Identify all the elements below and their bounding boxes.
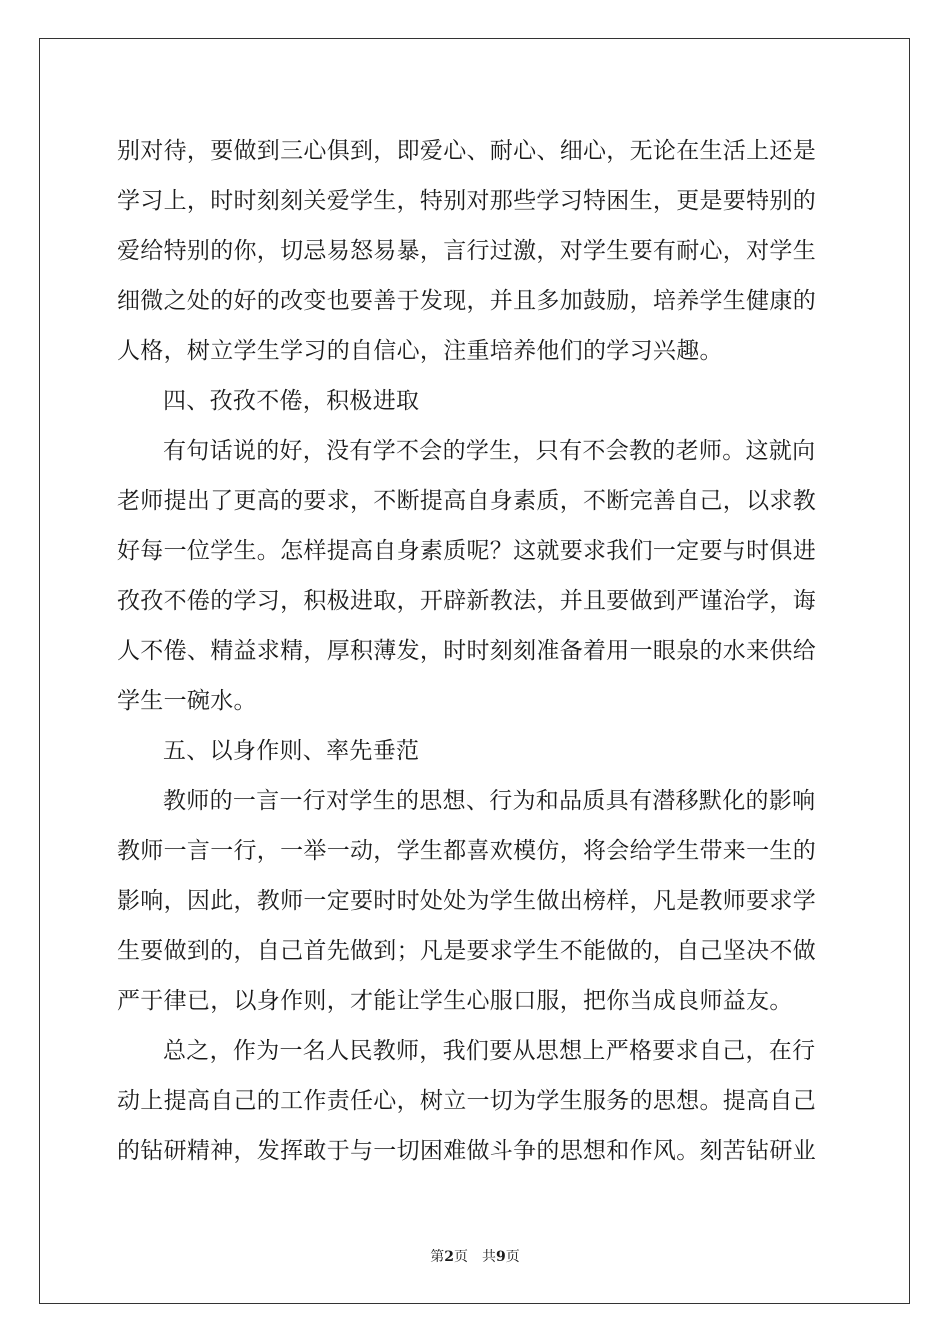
text-line: 教师的一言一行对学生的思想、行为和品质具有潜移默化的影响 [163, 788, 816, 814]
text-line: 生要做到的，自己首先做到；凡是要求学生不能做的，自己坚决不做 [117, 938, 816, 964]
text-line: 孜孜不倦的学习，积极进取，开辟新教法，并且要做到严谨治学，诲 [117, 588, 816, 614]
section-heading: 四、孜孜不倦，积极进取 [163, 388, 420, 414]
text-line: 别对待，要做到三心俱到，即爱心、耐心、细心，无论在生活上还是 [117, 138, 816, 164]
text-line: 总之，作为一名人民教师，我们要从思想上严格要求自己，在行 [163, 1038, 816, 1064]
section-heading: 五、以身作则、率先垂范 [163, 738, 420, 764]
text-line: 动上提高自己的工作责任心，树立一切为学生服务的思想。提高自己 [117, 1088, 816, 1114]
text-line: 老师提出了更高的要求，不断提高自身素质，不断完善自己，以求教 [117, 488, 816, 514]
text-line: 严于律已，以身作则，才能让学生心服口服，把你当成良师益友。 [117, 988, 793, 1014]
text-line: 人格，树立学生学习的自信心，注重培养他们的学习兴趣。 [117, 338, 723, 364]
page-suffix: 页 [454, 1249, 468, 1265]
page-number: 2 [444, 1249, 454, 1265]
text-line: 影响，因此，教师一定要时时处处为学生做出榜样，凡是教师要求学 [117, 888, 816, 914]
text-line: 教师一言一行，一举一动，学生都喜欢模仿，将会给学生带来一生的 [117, 838, 816, 864]
text-line: 细微之处的好的改变也要善于发现，并且多加鼓励，培养学生健康的 [117, 288, 816, 314]
text-line: 有句话说的好，没有学不会的学生，只有不会教的老师。这就向 [163, 438, 816, 464]
text-line: 人不倦、精益求精，厚积薄发，时时刻刻准备着用一眼泉的水来供给 [117, 638, 816, 664]
text-line: 爱给特别的你，切忌易怒易暴，言行过激，对学生要有耐心，对学生 [117, 238, 816, 264]
total-pages: 9 [496, 1249, 506, 1265]
total-suffix: 页 [505, 1249, 520, 1265]
total-prefix: 共 [482, 1249, 496, 1265]
text-line: 的钻研精神，发挥敢于与一切困难做斗争的思想和作风。刻苦钻研业 [117, 1138, 816, 1164]
text-line: 学习上，时时刻刻关爱学生，特别对那些学习特困生，更是要特别的 [117, 188, 816, 214]
text-line: 好每一位学生。怎样提高自身素质呢？这就要求我们一定要与时俱进 [117, 538, 816, 564]
page-prefix: 第 [430, 1249, 445, 1265]
text-line: 学生一碗水。 [117, 688, 257, 714]
page-footer [0, 1248, 950, 1266]
